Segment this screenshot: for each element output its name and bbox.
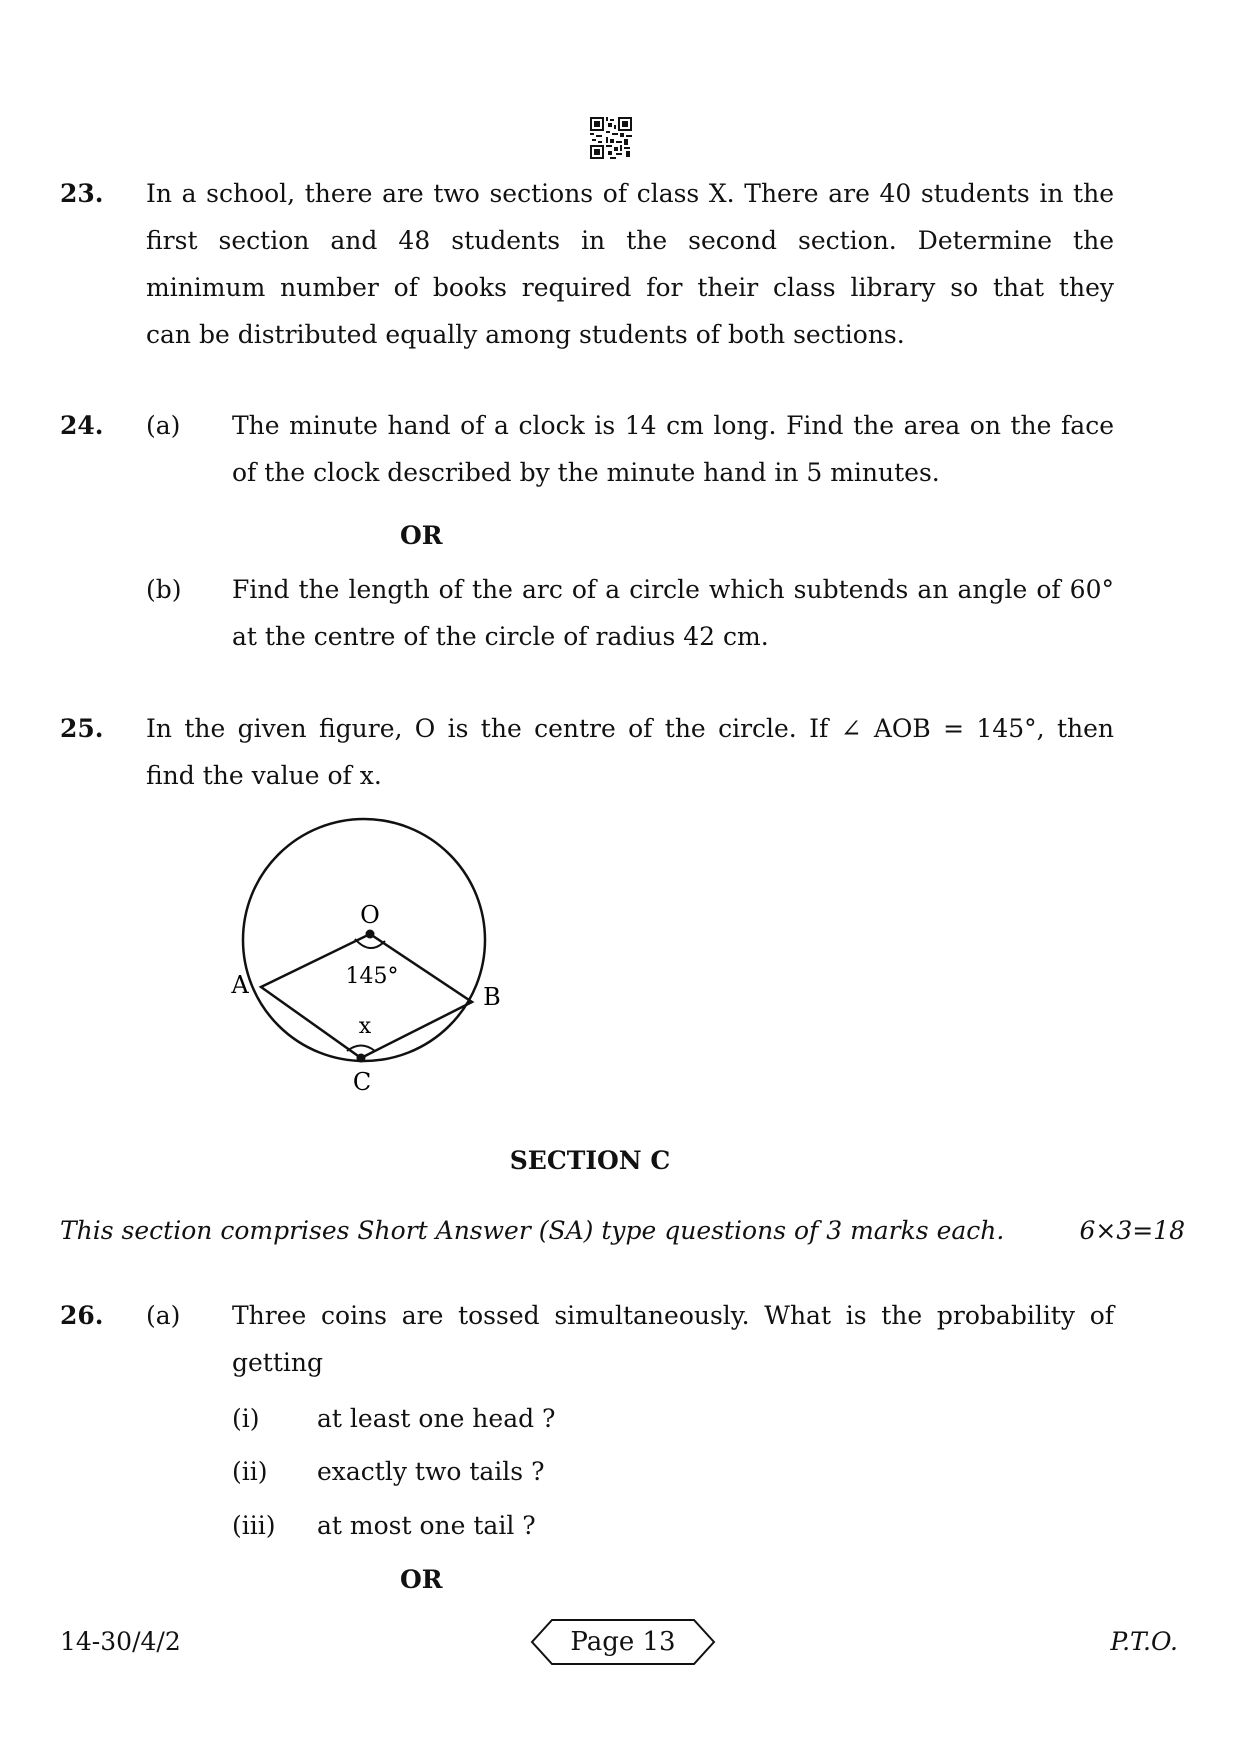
- question-26a-line: getting: [232, 1348, 323, 1377]
- angle-label-o: 145°: [345, 964, 399, 989]
- question-24b-line: at the centre of the circle of radius 42 cm.: [232, 622, 769, 651]
- question-24b-line: Find the length of the arc of a circle which subtends an angle of 60°: [232, 575, 1114, 604]
- section-marks: 6×3=18: [1079, 1216, 1185, 1245]
- question-24b-text: [232, 566, 1114, 660]
- quadrilateral-aobc: [261, 934, 472, 1058]
- subpart-text: at least one head ?: [317, 1404, 556, 1433]
- or-separator: OR: [400, 1565, 443, 1594]
- question-26a-line: Three coins are tossed simultaneously. What is the probability of: [232, 1301, 1114, 1330]
- center-point-o: [366, 930, 375, 939]
- subpart-label: (i): [232, 1404, 260, 1433]
- question-number: 26.: [60, 1301, 104, 1330]
- label-b: B: [483, 983, 501, 1011]
- subpart-text: exactly two tails ?: [317, 1457, 545, 1486]
- label-c: C: [352, 1068, 372, 1096]
- page-number-badge: [528, 1617, 718, 1667]
- option-label-a: (a): [146, 411, 181, 440]
- question-23-line: first section and 48 students in the second section. Determine the: [146, 226, 1114, 255]
- point-c: [357, 1054, 366, 1063]
- question-24a-text: [232, 402, 1114, 496]
- subpart-label: (iii): [232, 1511, 276, 1540]
- question-25-text: [146, 705, 1114, 799]
- question-number: 25.: [60, 714, 104, 743]
- question-24a-line: of the clock described by the minute hand in 5 minutes.: [232, 458, 940, 487]
- qr-code-icon: [590, 117, 632, 159]
- or-separator: OR: [400, 521, 443, 550]
- question-23-line: minimum number of books required for their class library so that they: [146, 273, 1114, 302]
- question-23-line: can be distributed equally among students of both sections.: [146, 320, 905, 349]
- pto-label: P.T.O.: [1110, 1627, 1178, 1656]
- subpart-label: (ii): [232, 1457, 268, 1486]
- circle-figure: [200, 800, 520, 1100]
- option-label-b: (b): [146, 575, 182, 604]
- question-23-line: In a school, there are two sections of class X. There are 40 students in the: [146, 179, 1114, 208]
- label-o: O: [360, 901, 380, 929]
- section-description: This section comprises Short Answer (SA) type questions of 3 marks each.: [60, 1216, 1005, 1245]
- option-label-a: (a): [146, 1301, 181, 1330]
- question-26a-text: [232, 1292, 1114, 1386]
- section-title: SECTION C: [509, 1146, 671, 1175]
- angle-label-x: x: [358, 1014, 372, 1039]
- paper-code: 14-30/4/2: [60, 1627, 181, 1656]
- question-number: 23.: [60, 179, 104, 208]
- label-a: A: [231, 971, 249, 999]
- question-23-text: [146, 170, 1114, 358]
- question-25-line: find the value of x.: [146, 761, 382, 790]
- question-24a-line: The minute hand of a clock is 14 cm long. Find the area on the face: [232, 411, 1114, 440]
- question-25-line: In the given figure, O is the centre of the circle. If ∠ AOB = 145°, then: [146, 714, 1114, 743]
- subpart-text: at most one tail ?: [317, 1511, 536, 1540]
- page-number: Page 13: [570, 1627, 676, 1657]
- question-number: 24.: [60, 411, 104, 440]
